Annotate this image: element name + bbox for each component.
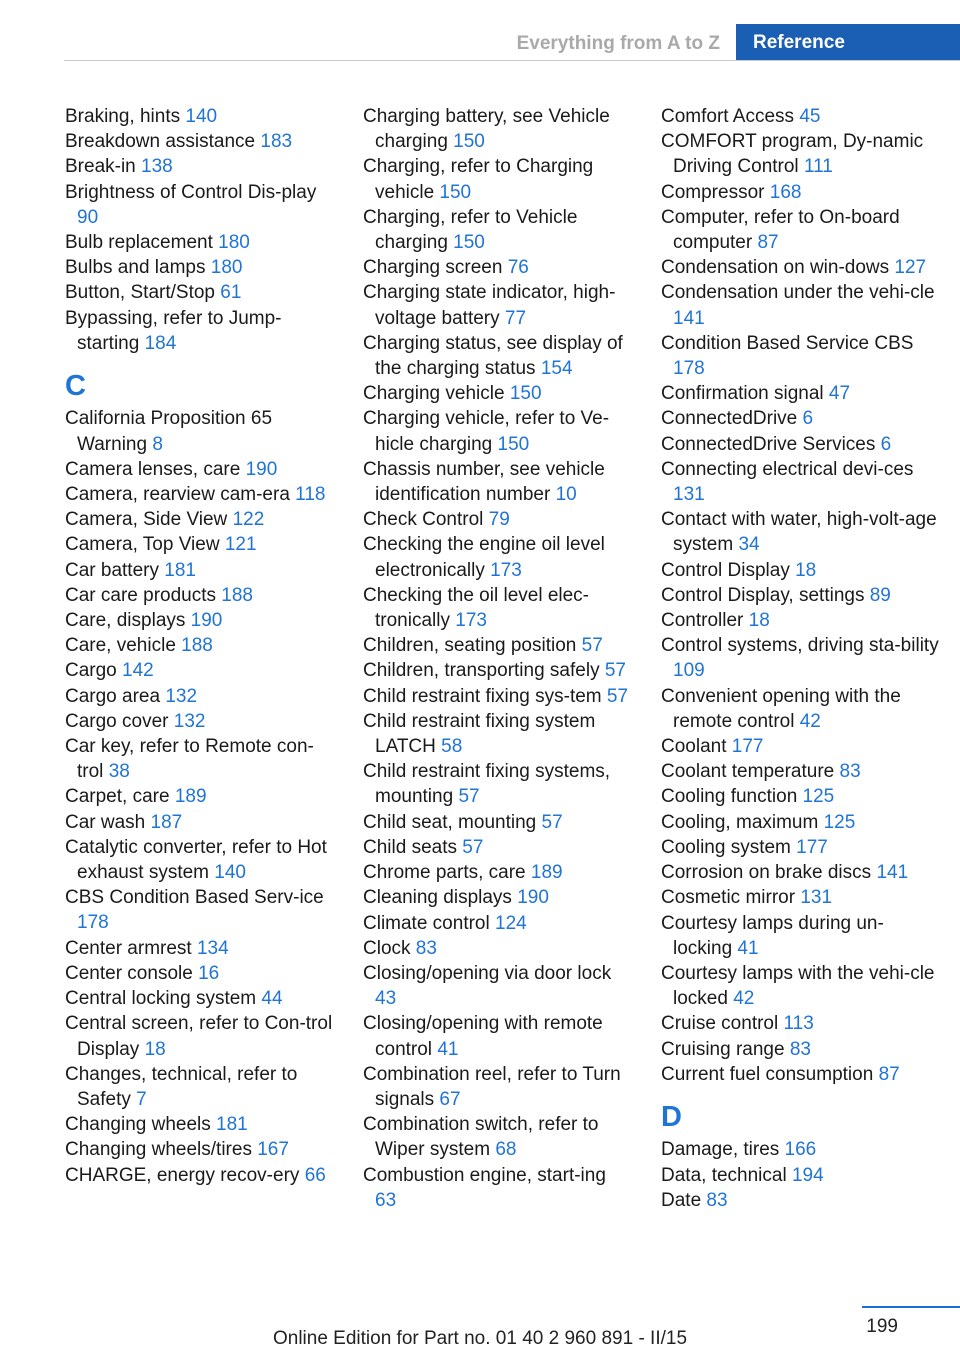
index-entry <box>363 1112 631 1162</box>
index-entry-page-link[interactable]: 42 <box>799 710 821 732</box>
index-entry <box>363 885 631 910</box>
index-entry <box>65 1112 333 1137</box>
index-entry <box>661 104 941 129</box>
index-entry <box>363 331 631 381</box>
index-entry-page-link[interactable]: 132 <box>165 685 198 707</box>
index-entry-page-link[interactable]: 183 <box>260 131 293 153</box>
index-entry-page-link[interactable]: 190 <box>190 610 223 632</box>
index-entry-page-link[interactable]: 118 <box>295 484 326 506</box>
index-entry-term: Cooling function <box>661 786 803 808</box>
index-entry-term: Cooling, maximum <box>661 811 824 833</box>
index-entry <box>363 381 631 406</box>
index-entry <box>65 457 333 482</box>
index-entry-page-link[interactable]: 180 <box>210 257 243 279</box>
index-entry-term: Bulb replacement <box>65 232 219 254</box>
index-entry <box>661 180 941 205</box>
index-entry-term: Central locking system <box>65 988 262 1010</box>
index-entry-term: Date <box>661 1189 707 1211</box>
index-entry-page-link[interactable]: 61 <box>220 282 242 304</box>
index-entry-page-link[interactable]: 6 <box>802 408 814 430</box>
index-entry-page-link[interactable]: 8 <box>152 433 163 455</box>
index-entry <box>65 1137 333 1162</box>
index-entry-page-link[interactable]: 125 <box>802 786 835 808</box>
index-entry <box>661 885 941 910</box>
index-entry-page-link[interactable]: 18 <box>748 610 770 632</box>
index-entry-term: Check Control <box>363 509 489 531</box>
index-entry-term: Chassis number, see vehicle identification number <box>363 458 605 506</box>
index-entry-page-link[interactable]: 189 <box>530 862 563 884</box>
index-entry <box>661 331 941 381</box>
index-entry-page-link[interactable]: 7 <box>136 1088 147 1110</box>
index-entry-page-link[interactable]: 44 <box>261 988 283 1010</box>
index-entry-term: COMFORT program, Dy-namic Driving Control <box>661 131 924 178</box>
index-entry-page-link[interactable]: 57 <box>458 786 480 808</box>
index-entry-page-link[interactable]: 173 <box>490 559 522 581</box>
index-entry <box>363 507 631 532</box>
index-entry-term: Carpet, care <box>65 786 175 808</box>
index-entry-page-link[interactable]: 177 <box>731 736 764 758</box>
index-entry <box>363 205 631 255</box>
index-entry <box>661 810 941 835</box>
index-entry <box>65 230 333 255</box>
index-entry <box>661 961 941 1011</box>
index-entry-term: Central screen, refer to Con-trol Display <box>65 1013 333 1060</box>
index-entry-term: Car key, refer to Remote con-trol <box>65 736 314 783</box>
index-entry-term: Cargo <box>65 660 123 682</box>
index-entry-term: Combination reel, refer to Turn signals <box>363 1063 621 1110</box>
index-entry <box>661 583 941 608</box>
index-entry <box>661 558 941 583</box>
index-entry-term: Charging vehicle <box>363 383 510 405</box>
index-entry-term: Cruise control <box>661 1013 784 1035</box>
index-entry-term: Child seat, mounting <box>363 811 542 833</box>
index-entry <box>661 1188 941 1213</box>
index-entry-term: Children, seating position <box>363 635 582 657</box>
index-entry-page-link[interactable]: 79 <box>488 509 510 531</box>
index-entry-page-link[interactable]: 57 <box>581 635 603 657</box>
index-entry-term: Camera, Side View <box>65 509 233 531</box>
index-entry-page-link[interactable]: 188 <box>221 584 253 606</box>
index-entry-page-link[interactable]: 121 <box>224 534 257 556</box>
index-entry-term: California Proposition 65 Warning <box>65 408 273 455</box>
index-entry-page-link[interactable]: 41 <box>437 1038 459 1060</box>
index-entry <box>65 532 333 557</box>
index-entry <box>363 1062 631 1112</box>
index-entry-term: Camera, Top View <box>65 534 225 556</box>
index-entry <box>363 658 631 683</box>
index-entry <box>65 986 333 1011</box>
index-entry <box>363 583 631 633</box>
index-entry <box>661 507 941 557</box>
index-entry-page-link[interactable]: 83 <box>839 761 861 783</box>
index-entry-page-link[interactable]: 178 <box>673 358 705 380</box>
index-entry-term: Changes, technical, refer to Safety <box>65 1063 298 1110</box>
index-entry-term: Corrosion on brake discs <box>661 862 877 884</box>
index-entry-term: Camera lenses, care <box>65 458 246 480</box>
index-entry-page-link[interactable]: 57 <box>462 836 484 858</box>
index-entry-page-link[interactable]: 138 <box>141 156 173 178</box>
index-entry-term: Camera, rearview cam-era <box>65 484 296 506</box>
index-entry-term: Car battery <box>65 559 165 581</box>
index-entry-page-link[interactable]: 190 <box>245 458 278 480</box>
index-entry-page-link[interactable]: 127 <box>894 257 927 279</box>
index-entry-page-link[interactable]: 57 <box>606 685 629 707</box>
index-entry <box>661 432 941 457</box>
index-entry-term: Center armrest <box>65 937 197 959</box>
index-entry-page-link[interactable]: 18 <box>144 1038 166 1060</box>
index-entry <box>661 457 941 507</box>
index-entry-term: ConnectedDrive Services <box>661 433 881 455</box>
index-entry-page-link[interactable]: 141 <box>673 307 705 329</box>
index-entry-page-link[interactable]: 150 <box>453 232 485 254</box>
index-entry-term: Cooling system <box>661 836 797 858</box>
index-entry <box>65 734 333 784</box>
index-entry <box>65 835 333 885</box>
index-entry <box>363 532 631 582</box>
index-entry <box>661 911 941 961</box>
header-section-title: Everything from A to Z <box>516 33 720 54</box>
index-entry <box>661 1062 941 1087</box>
index-entry <box>363 835 631 860</box>
index-entry-term: Combination switch, refer to Wiper system <box>363 1114 599 1161</box>
index-entry <box>661 784 941 809</box>
index-entry-term: Coolant temperature <box>661 761 840 783</box>
index-entry <box>661 1137 941 1162</box>
index-entry-term: Charging, refer to Vehicle charging <box>363 206 578 254</box>
index-entry-page-link[interactable]: 168 <box>769 181 802 203</box>
index-entry <box>661 759 941 784</box>
index-entry <box>65 558 333 583</box>
index-entry <box>661 860 941 885</box>
index-entry-page-link[interactable]: 142 <box>122 660 154 682</box>
index-entry-page-link[interactable]: 57 <box>541 811 563 833</box>
index-entry <box>661 406 941 431</box>
index-entry-term: Cosmetic mirror <box>661 887 801 909</box>
index-entry-term: Computer, refer to On-board computer <box>661 206 900 254</box>
index-entry-page-link[interactable]: 167 <box>257 1139 289 1161</box>
index-entry-term: CBS Condition Based Serv-ice <box>65 887 324 909</box>
index-entry <box>661 1163 941 1188</box>
index-entry <box>363 961 631 1011</box>
index-entry-term: Child restraint fixing system LATCH <box>363 710 596 758</box>
edition-note: Online Edition for Part no. 01 40 2 960 891 - II/15 <box>272 1328 688 1349</box>
index-entry <box>65 306 333 356</box>
index-entry <box>65 406 333 456</box>
index-entry <box>65 961 333 986</box>
index-entry-term: Coolant <box>661 736 732 758</box>
index-entry-page-link[interactable]: 10 <box>555 484 577 506</box>
index-entry <box>65 583 333 608</box>
index-entry <box>65 784 333 809</box>
index-entry-term: Condensation on win-dows <box>661 257 895 279</box>
index-entry-page-link[interactable]: 150 <box>439 181 472 203</box>
index-entry-term: Brightness of Control Dis-play <box>65 181 317 203</box>
index-entry-page-link[interactable]: 57 <box>604 660 626 682</box>
index-entry <box>65 684 333 709</box>
index-entry-page-link[interactable]: 63 <box>375 1189 397 1211</box>
index-entry-page-link[interactable]: 83 <box>706 1189 728 1211</box>
index-entry-term: Control Display <box>661 559 796 581</box>
index-entry <box>65 1011 333 1061</box>
index-entry-page-link[interactable]: 87 <box>878 1063 900 1085</box>
index-entry-term: Charging status, see display of the charging status <box>363 332 623 380</box>
page-number: 199 <box>866 1316 898 1337</box>
index-entry <box>661 1011 941 1036</box>
index-entry <box>363 280 631 330</box>
index-entry-page-link[interactable]: 6 <box>880 433 892 455</box>
index-entry-page-link[interactable]: 181 <box>164 559 196 581</box>
index-entry-term: Changing wheels <box>65 1114 217 1136</box>
index-entry <box>363 406 631 456</box>
index-entry-term: Condition Based Service CBS <box>661 332 914 354</box>
index-entry-term: Convenient opening with the remote control <box>661 685 901 732</box>
index-entry-term: Changing wheels/tires <box>65 1139 258 1161</box>
index-entry-term: Chrome parts, care <box>363 862 531 884</box>
index-entry <box>363 936 631 961</box>
index-entry <box>661 684 941 734</box>
index-column-3 <box>661 104 941 1213</box>
index-entry-page-link[interactable]: 150 <box>509 383 542 405</box>
index-entry-term: Comfort Access <box>661 106 800 127</box>
index-entry <box>65 180 333 230</box>
index-entry-page-link[interactable]: 189 <box>174 786 207 808</box>
index-entry <box>363 684 631 709</box>
index-entry-page-link[interactable]: 43 <box>375 988 397 1010</box>
index-entry <box>363 810 631 835</box>
index-entry-page-link[interactable]: 180 <box>218 232 250 254</box>
index-entry <box>661 608 941 633</box>
index-entry-term: Closing/opening via door lock <box>363 962 612 984</box>
index-entry-page-link[interactable]: 38 <box>108 761 130 783</box>
index-entry-term: ConnectedDrive <box>661 408 803 430</box>
index-entry <box>65 255 333 280</box>
index-entry-term: Combustion engine, start-ing <box>363 1164 606 1186</box>
header-rule <box>64 60 960 61</box>
index-column-1 <box>65 104 333 1188</box>
index-entry-term: Charging, refer to Charging vehicle <box>363 156 594 203</box>
index-entry-page-link[interactable]: 187 <box>150 811 183 833</box>
index-entry-page-link[interactable]: 184 <box>144 332 177 354</box>
index-entry-page-link[interactable]: 154 <box>540 358 573 380</box>
footer-rule <box>862 1306 960 1308</box>
index-entry <box>65 608 333 633</box>
section-letter: D <box>661 1100 682 1133</box>
index-entry-term: Condensation under the vehi-cle <box>661 282 935 304</box>
index-entry <box>363 457 631 507</box>
index-entry <box>661 280 941 330</box>
index-entry-term: Cleaning displays <box>363 887 518 909</box>
index-entry-term: Charging vehicle, refer to Ve-hicle charging <box>363 408 610 455</box>
index-entry-term: Bulbs and lamps <box>65 257 211 279</box>
index-entry <box>661 1037 941 1062</box>
index-entry-page-link[interactable]: 181 <box>216 1114 248 1136</box>
index-entry-page-link[interactable]: 150 <box>453 131 485 153</box>
index-entry-term: Control Display, settings <box>661 584 870 606</box>
index-entry-page-link[interactable]: 16 <box>198 962 220 984</box>
index-entry-term: Charging state indicator, high-voltage battery <box>363 282 616 329</box>
index-entry <box>65 280 333 305</box>
index-entry <box>65 936 333 961</box>
index-entry <box>65 104 333 129</box>
index-entry-page-link[interactable]: 194 <box>791 1164 824 1186</box>
index-entry <box>65 633 333 658</box>
index-entry <box>661 633 941 683</box>
index-entry <box>65 1163 333 1188</box>
index-entry-page-link[interactable]: 188 <box>181 635 213 657</box>
index-entry-page-link[interactable]: 141 <box>876 862 909 884</box>
index-entry <box>363 1011 631 1061</box>
index-entry-page-link[interactable]: 140 <box>185 106 218 127</box>
index-entry-page-link[interactable]: 134 <box>196 937 229 959</box>
index-entry-term: Control systems, driving sta-bility <box>661 635 939 657</box>
index-entry-page-link[interactable]: 83 <box>789 1038 811 1060</box>
index-entry-term: Child seats <box>363 836 463 858</box>
index-entry-term: Contact with water, high-volt-age system <box>661 509 937 556</box>
index-entry <box>65 810 333 835</box>
index-entry <box>661 835 941 860</box>
index-entry-term: Checking the engine oil level electronically <box>363 534 605 581</box>
index-entry-page-link[interactable]: 77 <box>504 307 527 329</box>
index-entry-page-link[interactable]: 109 <box>673 660 705 682</box>
index-entry-page-link[interactable]: 87 <box>757 232 779 254</box>
index-entry-page-link[interactable]: 166 <box>784 1139 817 1161</box>
index-entry-term: Catalytic converter, refer to Hot exhaust system <box>65 836 327 884</box>
index-entry-page-link[interactable]: 41 <box>737 937 759 959</box>
index-entry-term: Current fuel consumption <box>661 1063 879 1085</box>
index-entry <box>661 255 941 280</box>
index-entry-term: Child restraint fixing systems, mounting <box>363 761 611 808</box>
index-entry-page-link[interactable]: 89 <box>869 584 891 606</box>
index-column-2 <box>363 104 631 1213</box>
index-entry-term: Cargo cover <box>65 710 174 732</box>
index-entry-term: Confirmation signal <box>661 383 829 405</box>
index-entry <box>363 911 631 936</box>
index-entry-page-link[interactable]: 177 <box>796 836 828 858</box>
index-entry-page-link[interactable]: 178 <box>77 912 109 934</box>
index-entry-page-link[interactable]: 111 <box>803 156 833 178</box>
index-entry-term: Climate control <box>363 912 495 934</box>
index-entry <box>661 381 941 406</box>
index-entry-term: Braking, hints <box>65 106 186 127</box>
index-entry <box>65 709 333 734</box>
index-entry-term: Bypassing, refer to Jump-starting <box>65 307 282 354</box>
index-entry-term: Child restraint fixing sys-tem <box>363 685 607 707</box>
index-entry-term: Controller <box>661 610 749 632</box>
index-entry-term: Charging battery, see Vehicle charging <box>363 106 610 153</box>
index-entry-page-link[interactable]: 90 <box>77 206 99 228</box>
index-entry-page-link[interactable]: 68 <box>495 1139 517 1161</box>
index-entry-term: Cruising range <box>661 1038 790 1060</box>
index-entry <box>65 885 333 935</box>
index-entry <box>363 860 631 885</box>
index-entry <box>65 658 333 683</box>
index-entry-page-link[interactable]: 131 <box>673 484 705 506</box>
index-entry-page-link[interactable]: 125 <box>823 811 856 833</box>
index-entry-page-link[interactable]: 76 <box>507 257 529 279</box>
section-letter: C <box>65 370 86 403</box>
index-entry <box>363 1163 631 1213</box>
index-entry-term: Breakdown assistance <box>65 131 261 153</box>
index-entry-term: Damage, tires <box>661 1139 785 1161</box>
index-entry-term: Care, displays <box>65 610 191 632</box>
index-entry <box>363 154 631 204</box>
index-entry-page-link[interactable]: 122 <box>232 509 265 531</box>
index-entry-page-link[interactable]: 190 <box>517 887 549 909</box>
index-entry-term: Courtesy lamps with the vehi-cle locked <box>661 962 935 1010</box>
index-entry-page-link[interactable]: 67 <box>439 1088 461 1110</box>
index-entry-page-link[interactable]: 131 <box>800 887 833 909</box>
index-entry-term: CHARGE, energy recov-ery <box>65 1164 305 1186</box>
index-entry-page-link[interactable]: 132 <box>173 710 206 732</box>
index-entry-term: Charging screen <box>363 257 508 279</box>
index-entry-page-link[interactable]: 113 <box>783 1013 814 1035</box>
index-entry-page-link[interactable]: 124 <box>495 912 527 934</box>
index-entry <box>65 154 333 179</box>
index-entry-term: Closing/opening with remote control <box>363 1013 603 1060</box>
index-entry-page-link[interactable]: 47 <box>828 383 851 405</box>
index-entry-page-link[interactable]: 173 <box>455 610 487 632</box>
index-entry-term: Data, technical <box>661 1164 792 1186</box>
index-entry <box>661 734 941 759</box>
index-entry-term: Break-in <box>65 156 142 178</box>
header-reference-tab[interactable]: Reference <box>736 24 960 61</box>
index-entry <box>661 205 941 255</box>
index-entry-term: Checking the oil level elec-tronically <box>363 584 590 632</box>
index-entry <box>363 255 631 280</box>
index-entry-page-link[interactable]: 45 <box>799 106 821 127</box>
index-entry-page-link[interactable]: 83 <box>415 937 437 959</box>
index-entry <box>363 759 631 809</box>
index-entry <box>661 129 941 179</box>
index-entry <box>65 482 333 507</box>
index-entry <box>65 1062 333 1112</box>
index-entry-term: Connecting electrical devi-ces <box>661 458 914 480</box>
index-entry-page-link[interactable]: 58 <box>441 736 463 758</box>
index-entry-term: Compressor <box>661 181 770 203</box>
index-entry-page-link[interactable]: 66 <box>304 1164 326 1186</box>
index-entry-term: Car care products <box>65 584 222 606</box>
index-entry-term: Car wash <box>65 811 151 833</box>
index-entry-page-link[interactable]: 140 <box>214 862 246 884</box>
index-entry-term: Center console <box>65 962 199 984</box>
index-entry-term: Button, Start/Stop <box>65 282 221 304</box>
index-entry <box>65 507 333 532</box>
index-entry-page-link[interactable]: 150 <box>497 433 530 455</box>
index-entry-page-link[interactable]: 34 <box>738 534 760 556</box>
index-entry <box>363 633 631 658</box>
index-entry-term: Clock <box>363 937 416 959</box>
index-entry-page-link[interactable]: 18 <box>795 559 817 581</box>
index-entry-term: Care, vehicle <box>65 635 182 657</box>
index-entry <box>65 129 333 154</box>
index-entry-term: Children, transporting safely <box>363 660 605 682</box>
index-entry <box>363 709 631 759</box>
index-entry <box>363 104 631 154</box>
index-entry-term: Cargo area <box>65 685 166 707</box>
index-entry-page-link[interactable]: 42 <box>733 988 755 1010</box>
index-entry-term: Courtesy lamps during un-locking <box>661 912 884 959</box>
